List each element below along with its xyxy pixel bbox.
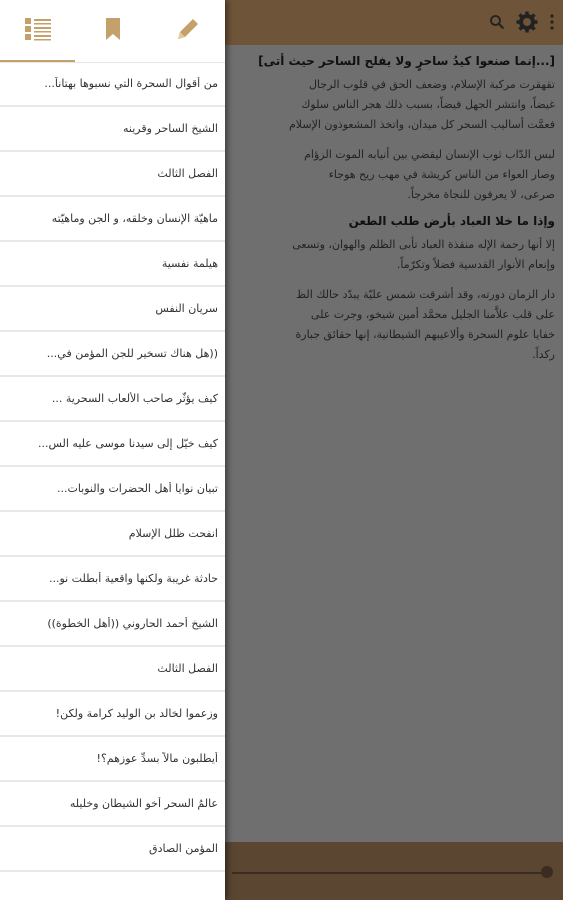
list-item-label: هيلمة نفسية [161,257,218,270]
list-item-label: الفصل الثالث [157,167,218,180]
list-item-label: الفصل الثالث [157,662,218,675]
list-item[interactable] [0,647,225,692]
list-item-label: انفحت ظلل الإسلام [128,527,218,540]
pencil-icon [176,17,200,45]
list-item-label: من أقوال السحرة التي نسبوها بهتاناً... [44,77,218,90]
bookmark-icon [106,18,120,44]
paragraph-line: فعمَّت أساليب السحر كل ميدان، واتخذ المشعوذون الإسلام [288,118,555,131]
list-item-label: ماهيّة الإنسان وخلقه، و الجن وماهيّته [51,212,218,225]
more-vert-icon[interactable] [549,14,555,34]
tab-contents[interactable] [0,0,75,62]
paragraph-line: دار الزمان دورته، وقد أشرقت شمس عليّة يبدّد حالك الظ [295,288,555,301]
list-item[interactable] [0,197,225,242]
list-item[interactable] [0,602,225,647]
chapter-list [0,62,225,900]
contents-list-icon [24,16,52,46]
paragraph-line: وصار العواء من الناس كريشة في مهب ريح هوجاء [328,168,555,181]
list-item-label: ((هل هناك تسخير للجن المؤمن في... [46,347,218,360]
paragraph-line: خفايا علوم السحرة وألاعيبهم الشيطانية، إنها حقائق جبارة [295,328,555,341]
list-item[interactable] [0,827,225,872]
list-item[interactable] [0,422,225,467]
list-item-label: سريان النفس [155,302,218,315]
list-item-label: كيف يؤثّر صاحب الألعاب السحرية ... [51,392,218,405]
list-item[interactable] [0,512,225,557]
list-item[interactable] [0,332,225,377]
list-item-label: كيف خيّل إلى سيدنا موسى عليه الس... [38,437,218,450]
tab-notes[interactable] [150,0,225,62]
paragraph-line: إلا أنها رحمة الإله منقذة العباد تأبى الظلم والهوان، وتسعى [292,238,555,251]
list-item-label: الشيخ أحمد الحاروني ((أهل الخطوة)) [47,617,218,630]
list-item-label: الشيخ الساحر وقرينه [123,122,218,135]
list-item[interactable] [0,692,225,737]
list-item[interactable] [0,152,225,197]
tab-bookmarks[interactable] [75,0,150,62]
list-item-label: المؤمن الصادق [149,842,218,855]
list-item[interactable] [0,782,225,827]
list-item[interactable] [0,62,225,107]
section-heading: وإذا ما خلا العباد بأرض طلب الطعن [348,214,555,228]
list-item[interactable] [0,737,225,782]
paragraph-line: على قلب علاَّمنا الجليل محمَّد أمين شيخو، وجرت على [310,308,555,321]
app-bar-actions [489,10,555,38]
page-slider-thumb[interactable] [541,866,553,878]
paragraph-line: لبس الدّاب ثوب الإنسان ليقضي بين أنيابه الموت الزؤام [304,148,555,161]
page-slider-track[interactable] [232,872,547,874]
list-item-label: عالمُ السحر أخو الشيطان وخليله [69,797,218,810]
paragraph-line: تقهقرت مركبة الإسلام، وضعف الحق في قلوب الرجال [308,78,555,91]
drawer-tabs [0,0,225,63]
list-item[interactable] [0,107,225,152]
list-item[interactable] [0,242,225,287]
section-title: [...إنما صنعوا كيدُ ساحرٍ ولا يفلح الساحر حيث أتى] [258,54,555,68]
reader-content [225,45,563,842]
list-item[interactable] [0,287,225,332]
list-item-label: وزعموا لخالد بن الوليد كرامة ولكن! [55,707,218,720]
search-icon[interactable] [489,14,505,34]
list-item[interactable] [0,377,225,422]
list-item[interactable] [0,467,225,512]
list-item[interactable] [0,557,225,602]
paragraph-line: صرعى، لا يعرفون للنجاة مخرجاً. [407,188,555,201]
gear-icon[interactable] [515,10,539,38]
paragraph-line: وإنعام الأنوار القدسية فضلاً وتكرّماً. [396,258,555,271]
list-item-label: أيطلبون مالاً بسدِّ عوزهم؟! [96,752,218,765]
list-item-label: تبيان نوايا أهل الحضرات والنوبات... [56,482,218,495]
list-item-label: حادثة غريبة ولكنها واقعية أبطلت نو... [48,572,218,585]
paragraph-line: غيضاً، وانتشر الجهل فيضاً، بسبب ذلك هجر الناس سلوك [301,98,555,111]
navigation-drawer [0,0,225,900]
paragraph-line: ركداً. [532,348,555,361]
